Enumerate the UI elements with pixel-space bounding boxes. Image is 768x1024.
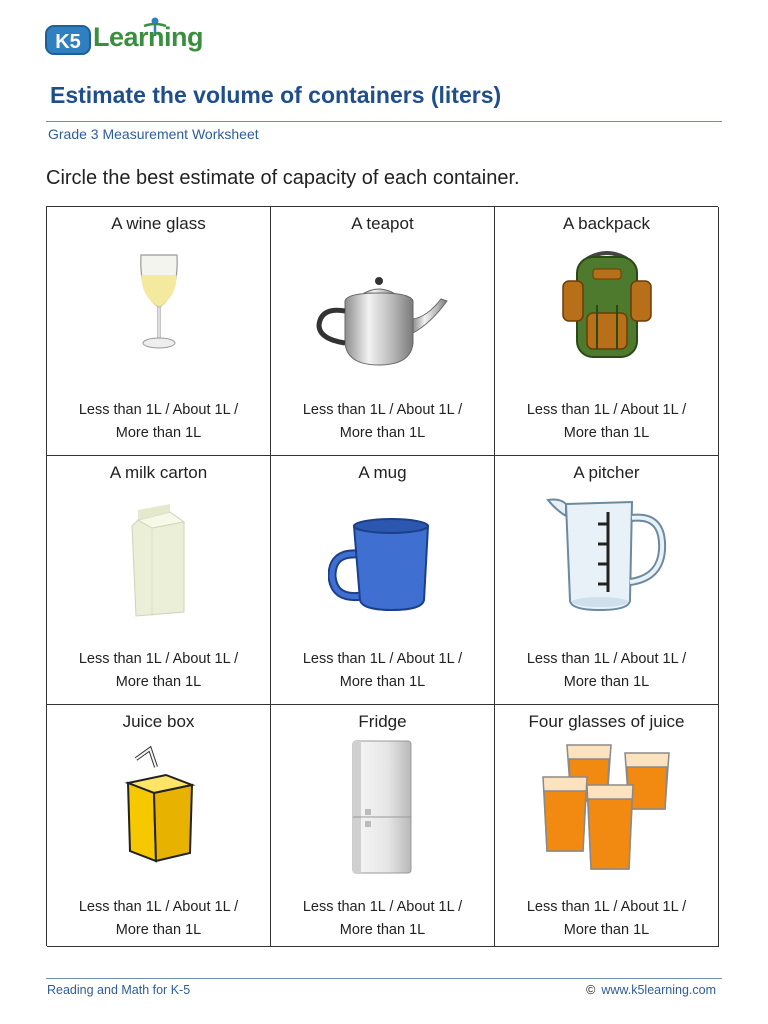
k5-logo [44,16,204,62]
choice-options[interactable]: Less than 1L / About 1L / More than 1L [302,402,463,441]
item-cell [47,456,271,705]
item-label: A backpack [563,214,650,233]
item-label: A pitcher [573,463,640,482]
item-label: Fridge [358,712,407,731]
item-label: A teapot [351,214,414,233]
item-cell [271,207,495,456]
page-title: Estimate the volume of containers (liters) [50,82,502,108]
choice-options[interactable]: Less than 1L / About 1L / More than 1L [78,651,239,690]
item-cell [495,207,719,456]
item-label: A wine glass [111,214,206,233]
item-label: Four glasses of juice [528,712,685,731]
item-cell [271,456,495,705]
item-label: A mug [358,463,407,482]
brand-name: Learning [93,22,204,52]
choice-options[interactable]: Less than 1L / About 1L / More than 1L [526,651,687,690]
instruction: Circle the best estimate of capacity of each container. [46,167,520,189]
backpack-icon [557,245,657,363]
footer-website[interactable] [586,983,716,997]
item-label: A milk carton [109,463,208,482]
choice-options[interactable]: Less than 1L / About 1L / More than 1L [302,651,463,690]
footer-divider [46,978,722,979]
mug-icon [328,514,438,614]
page-subtitle: Grade 3 Measurement Worksheet [48,126,259,142]
worksheet-grid [46,206,718,946]
item-cell [47,207,271,456]
footer-tagline: Reading and Math for K-5 [47,983,191,997]
item-cell [271,705,495,947]
choice-options[interactable]: Less than 1L / About 1L / More than 1L [526,402,687,441]
choice-options[interactable]: Less than 1L / About 1L / More than 1L [302,899,463,938]
header-divider [46,121,722,122]
choice-options[interactable]: Less than 1L / About 1L / More than 1L [78,402,239,441]
copyright-symbol: © [586,983,596,997]
pitcher-icon [542,494,672,620]
fridge-icon [343,737,423,879]
juice-glasses-icon [537,739,677,875]
item-cell [495,705,719,947]
item-cell [47,705,271,947]
item-cell [495,456,719,705]
website-link[interactable]: www.k5learning.com [601,983,716,997]
svg-text:K5: K5 [55,31,81,53]
k5-badge-icon [44,24,94,58]
choice-options[interactable]: Less than 1L / About 1L / More than 1L [526,899,687,938]
wine-glass-icon [129,245,189,355]
teapot-icon [313,273,453,373]
item-label: Juice box [122,712,195,731]
milk-carton-icon [124,502,194,622]
juice-box-icon [114,743,204,863]
choice-options[interactable]: Less than 1L / About 1L / More than 1L [78,899,239,938]
